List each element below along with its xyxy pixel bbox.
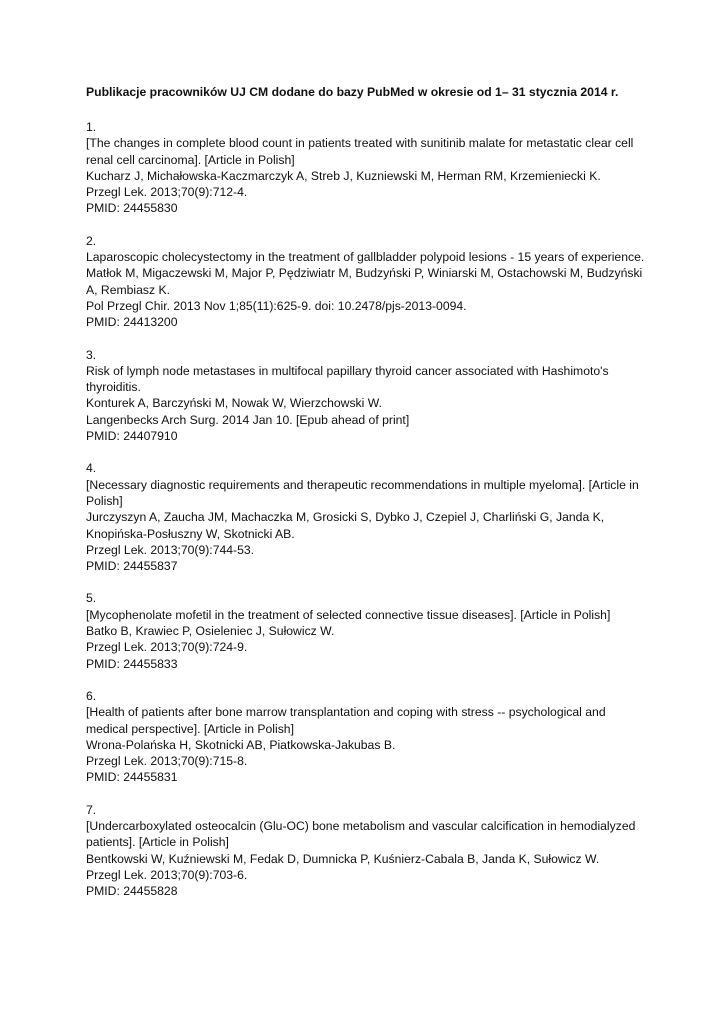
entry-number: 5.	[86, 591, 97, 606]
entry-title: [The changes in complete blood count in patients treated with sunitinib malate for metastatic clear cell renal cell carcinoma]. [Article in Polish]	[86, 136, 634, 167]
entry-pmid: PMID: 24413200	[86, 315, 178, 330]
entry-pmid: PMID: 24455828	[86, 884, 178, 899]
publication-entry-7	[86, 802, 646, 900]
entry-pmid: PMID: 24455830	[86, 201, 178, 216]
entry-citation: Przegl Lek. 2013;70(9):724-9.	[86, 640, 248, 655]
entry-authors: Konturek A, Barczyński M, Nowak W, Wierzchowski W.	[86, 396, 382, 411]
entry-title: [Undercarboxylated osteocalcin (Glu-OC) bone metabolism and vascular calcification in hemodialyzed patients]. [Article in Polish]	[86, 818, 636, 850]
entry-pmid: PMID: 24455837	[86, 559, 178, 574]
entry-title: Risk of lymph node metastases in multifocal papillary thyroid cancer associated with Hashimoto's thyroiditis.	[86, 363, 609, 395]
entry-authors: Batko B, Krawiec P, Osieleniec J, Sułowicz W.	[86, 624, 335, 639]
entry-number: 2.	[86, 233, 97, 248]
entry-citation: Langenbecks Arch Surg. 2014 Jan 10. [Epub ahead of print]	[86, 412, 410, 427]
entry-citation: Przegl Lek. 2013;70(9):703-6.	[86, 867, 248, 882]
entry-title: [Necessary diagnostic requirements and therapeutic recommendations in multiple myeloma]. [Article in Polish]	[86, 477, 639, 508]
entry-pmid: PMID: 24455833	[86, 656, 178, 671]
entry-number: 7.	[86, 802, 97, 817]
entry-title: Laparoscopic cholecystectomy in the treatment of gallbladder polypoid lesions - 15 years of experience.	[86, 250, 645, 265]
entry-authors: Wrona-Polańska H, Skotnicki AB, Piatkowska-Jakubas B.	[86, 737, 396, 752]
entry-authors: Jurczyszyn A, Zaucha JM, Machaczka M, Grosicki S, Dybko J, Czepiel J, Charliński G, Janda K, Knopińska-Posłuszny W, Skotnicki AB.	[86, 510, 605, 541]
publication-entry-1	[86, 119, 646, 217]
entry-number: 4.	[86, 461, 97, 476]
entry-authors: Kucharz J, Michałowska-Kaczmarczyk A, Streb J, Kuzniewski M, Herman RM, Krzemieniecki K.	[86, 168, 601, 183]
publication-entry-3	[86, 347, 646, 445]
entry-authors: Bentkowski W, Kuźniewski M, Fedak D, Dumnicka P, Kuśnierz-Cabala B, Janda K, Sułowicz W.	[86, 851, 600, 866]
publication-entry-5	[86, 590, 646, 671]
document-page	[86, 84, 646, 915]
entry-title: [Mycophenolate mofetil in the treatment of selected connective tissue diseases]. [Article in Polish]	[86, 607, 611, 622]
document-title: Publikacje pracowników UJ CM dodane do bazy PubMed w okresie od 1– 31 stycznia 2014 r.	[86, 85, 619, 99]
publication-entry-6	[86, 688, 646, 786]
entry-title: [Health of patients after bone marrow transplantation and coping with stress -- psychological and medical perspective]. [Article in Polish]	[86, 705, 606, 736]
entry-number: 3.	[86, 347, 97, 362]
entry-number: 6.	[86, 688, 97, 703]
entry-authors: Matłok M, Migaczewski M, Major P, Pędziwiatr M, Budzyński P, Winiarski M, Ostachowski M, Budzyński A, Rembiasz K.	[86, 266, 643, 297]
entry-citation: Przegl Lek. 2013;70(9):712-4.	[86, 185, 248, 200]
entry-citation: Pol Przegl Chir. 2013 Nov 1;85(11):625-9. doi: 10.2478/pjs-2013-0094.	[86, 298, 467, 313]
entry-citation: Przegl Lek. 2013;70(9):715-8.	[86, 754, 248, 769]
entry-number: 1.	[86, 120, 97, 134]
publication-entry-2	[86, 233, 646, 331]
entry-pmid: PMID: 24455831	[86, 770, 178, 785]
entry-pmid: PMID: 24407910	[86, 429, 178, 444]
entry-citation: Przegl Lek. 2013;70(9):744-53.	[86, 542, 255, 557]
publication-entry-4	[86, 460, 646, 574]
